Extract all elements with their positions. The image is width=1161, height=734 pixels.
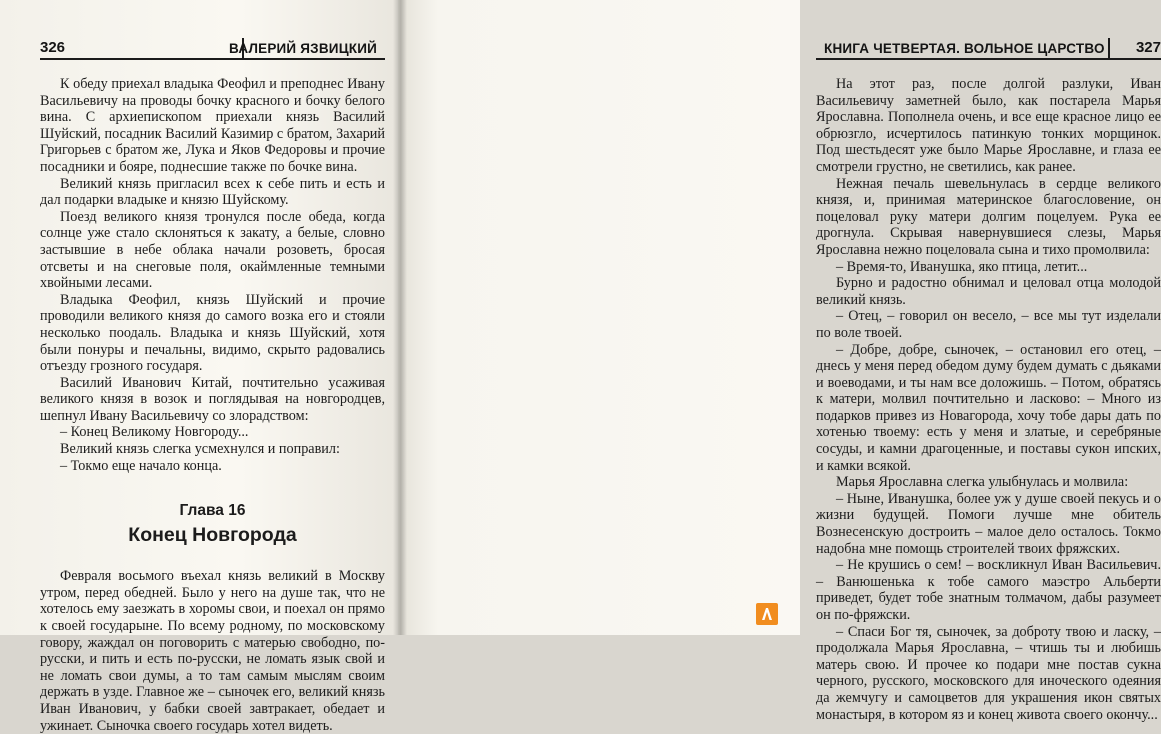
- chapter-title: Конец Новгорода: [128, 524, 297, 547]
- paragraph: На этот раз, после долгой разлуки, Иван Васильевичу заметней было, как постарела Марья Ярославна. Пополнела очень, и все еще красное лицо ее обрюзгло, исчертилось патинкую тонких морщинок. Под шестьдесят уже было Марье Ярославне, и глаза ее смотрели грустно, не светились, как ранее.: [816, 76, 1161, 175]
- publisher-logo-glyph: [756, 603, 778, 625]
- paragraph: – Спаси Бог тя, сыночек, за доброту твою и ласку, – продолжала Марья Ярославна, – чтишь ты и любишь матерь свою. И прочее ко подари мне постав сукна черного, русского, московского для иноческого одеяния да жемчугу и самоцветов для украшения икон святых монастыря, в котором яз и конец живота своего окончу...: [816, 623, 1161, 723]
- paragraph: Нежная печаль шевельнулась в сердце великого князя, и, принимая материнское благословение, он поцеловал руку матери долгим поцелуем. Рука ее дрогнула. Скрывая навернувшиеся слезы, Марья Ярославна нежно поцеловала сына и тихо промолвила:: [816, 175, 1161, 258]
- paragraph: К обеду приехал владыка Феофил и преподнес Ивану Васильевичу на проводы бочку красного и бочку белого вина. С архиепископом приехали князь Василий Шуйский, посадник Василий Казимир с братом, Захарий Григорьев с братом же, Лука и Яков Федоровы и прочие посадники и бояре, поднесшие также по бочке вина.: [40, 76, 385, 175]
- left-page-number: 326: [40, 39, 66, 56]
- right-page-text: [816, 76, 1161, 723]
- paragraph: – Отец, – говорил он весело, – все мы тут изделали по воле твоей.: [816, 308, 1161, 341]
- book-gutter-shadow: [393, 0, 407, 635]
- chapter-heading: [40, 500, 385, 548]
- paragraph: Бурно и радостно обнимал и целовал отца молодой великий князь.: [816, 275, 1161, 308]
- publisher-logo-icon: [756, 603, 778, 625]
- right-running-head: [816, 38, 1161, 60]
- paragraph: – Ныне, Иванушка, более уж у душе своей пекусь и о жизни будущей. Помоги лучше мне обитель Вознесенскую достроить – малое дело осталось. Токмо надобна мне помощь строителей твоих фряжских.: [816, 490, 1161, 557]
- paragraph: Великий князь пригласил всех к себе пить и есть и дал подарки владыке и князю Шуйскому.: [40, 175, 385, 209]
- left-running-title: ВАЛЕРИЙ ЯЗВИЦКИЙ: [229, 41, 377, 56]
- paragraph: – Не крушись о сем! – воскликнул Иван Васильевич. – Ванюшенька к тобе самого маэстро Альберти приведет, будет тобе знатным толмачом, дабы разумеет он по-фряжски.: [816, 557, 1161, 623]
- chapter-number: Глава 16: [179, 502, 246, 520]
- left-page: [0, 0, 398, 734]
- header-divider: [1108, 38, 1110, 58]
- left-running-head: [40, 38, 385, 60]
- paragraph: – Время-то, Иванушка, яко птица, летит...: [836, 258, 1088, 275]
- paragraph: Владыка Феофил, князь Шуйский и прочие проводили великого князя до самого возка его и стояли несколько поодаль. Владыка и князь Шуйский, хотя были понуры и печальны, видимо, скрыто радовались отъезду грозного государя.: [40, 291, 385, 375]
- right-page-number: 327: [1135, 39, 1161, 56]
- right-running-title: КНИГА ЧЕТВЕРТАЯ. ВОЛЬНОЕ ЦАРСТВО: [824, 41, 1105, 56]
- paragraph: Великий князь слегка усмехнулся и поправил:: [60, 441, 340, 458]
- left-page-text: [40, 76, 385, 734]
- paragraph: – Конец Великому Новгороду...: [60, 424, 249, 441]
- paragraph: Поезд великого князя тронулся после обеда, когда солнце уже стало склоняться к закату, а белые, словно застывшие в небе облака начали розоветь, бросая отсветы и на снеговые поля, окаймленные темными хвойными лесами.: [40, 208, 385, 292]
- paragraph: – Токмо еще начало конца.: [60, 457, 222, 474]
- paragraph: Февраля восьмого въехал князь великий в Москву утром, перед обедней. Было у него на душе так, что не хотелось ему заезжать в хоромы свои, и поехал он прямо к своей государыне. По всему родному, по московскому говору, жаждал он поговорить с матерью свободно, по-русски, и пить и есть по-русски, не ломать язык свой и не ломать свои думы, а то там самым мыслям своим держать в узде. Главное же – сыночек его, великий князь Иван Иванович, у бабки своей завтракает, обедает и ужинает. Сыночка своего государь хотел видеть.: [40, 568, 385, 734]
- paragraph: Василий Иванович Китай, почтительно усаживая великого князя в возок и поглядывая на новгородцев, шепнул Ивану Васильевичу со злорадством:: [40, 374, 385, 424]
- right-page: [398, 0, 1161, 723]
- paragraph: – Добре, добре, сыночек, – остановил его отец, – днесь у меня перед обедом думу будем думать с дьяками и воеводами, и ты нам все доложишь. – Потом, обратясь к матери, молвил почтительно и ласково: – Много из подарков привез из Новагорода, хочу тобе дары дать по хотенью твоему: есть у меня и златые, и серебряные сосуды, и камни драгоценные, и поставы сукон ипских, и камки всякой.: [816, 341, 1161, 474]
- paragraph: Марья Ярославна слегка улыбнулась и молвила:: [836, 474, 1129, 491]
